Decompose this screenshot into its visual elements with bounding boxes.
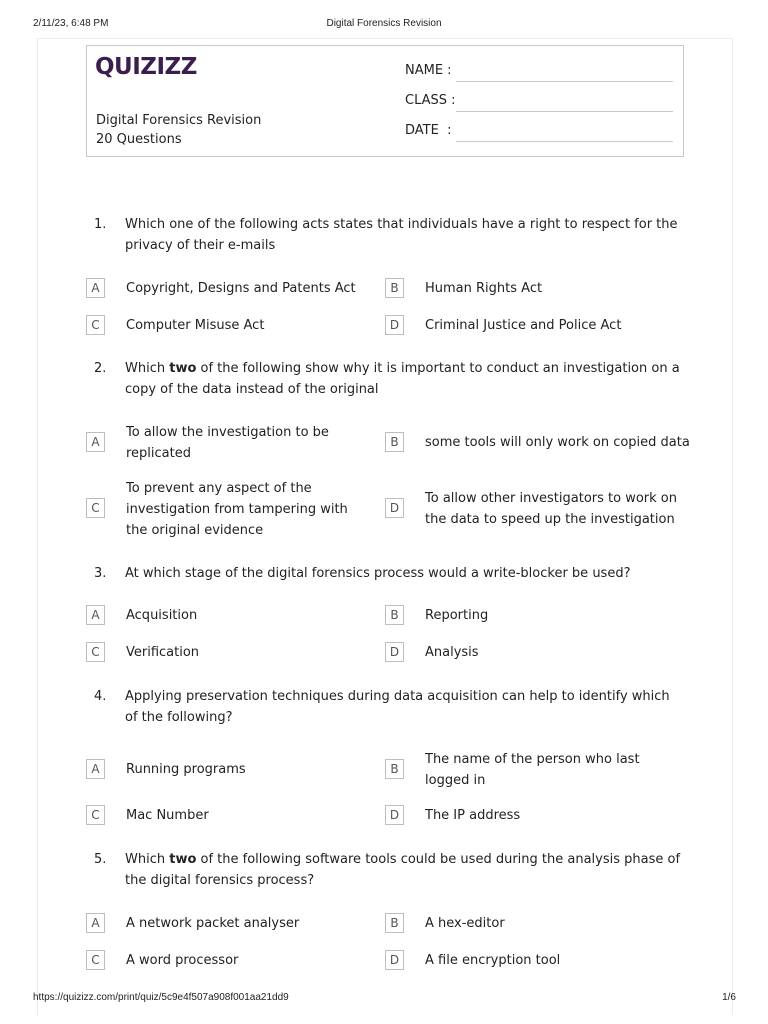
option-letter-box: A xyxy=(86,605,105,625)
option-text: some tools will only work on copied data xyxy=(425,435,690,450)
option-text: The IP address xyxy=(425,808,521,823)
quiz-title: Digital Forensics Revision xyxy=(96,113,262,128)
question-text: Which two of the following software tools could be used during the analysis phase of the digital forensics process? xyxy=(125,852,681,888)
date-label: DATE : xyxy=(405,123,452,138)
option-letter-box: A xyxy=(86,432,105,452)
option-letter-box: C xyxy=(86,315,105,335)
name-label: NAME : xyxy=(405,63,452,78)
option-letter-box: B xyxy=(385,759,404,779)
option-text: A file encryption tool xyxy=(425,953,561,968)
option-letter-box: A xyxy=(86,759,105,779)
option-text: Human Rights Act xyxy=(425,281,543,296)
option-letter-box: B xyxy=(385,432,404,452)
option-letter-box: C xyxy=(86,950,105,970)
option-text: A hex-editor xyxy=(425,916,505,931)
option-letter-box: D xyxy=(385,315,404,335)
option-letter-box: A xyxy=(86,278,105,298)
print-header xyxy=(0,18,768,32)
name-field[interactable] xyxy=(456,81,673,82)
class-label: CLASS : xyxy=(405,93,456,108)
option-text: Copyright, Designs and Patents Act xyxy=(126,281,356,296)
quizizz-logo: QUIZIZZ xyxy=(95,54,197,80)
option-letter-box: B xyxy=(385,278,404,298)
option-letter-box: A xyxy=(86,913,105,933)
option-letter-box: D xyxy=(385,642,404,662)
print-footer xyxy=(0,992,768,1006)
question-number: 1. xyxy=(94,217,107,232)
question-text: At which stage of the digital forensics process would a write-blocker be used? xyxy=(125,566,631,581)
option-text: The name of the person who last logged in xyxy=(425,752,640,788)
option-text: A word processor xyxy=(126,953,239,968)
option-letter-box: D xyxy=(385,498,404,518)
option-text: Acquisition xyxy=(126,608,198,623)
date-field[interactable] xyxy=(456,141,673,142)
question-number: 4. xyxy=(94,689,107,704)
question-number: 3. xyxy=(94,566,107,581)
option-text: Verification xyxy=(126,645,200,660)
option-text: To prevent any aspect of the investigation from tampering with the original evidence xyxy=(126,481,348,538)
option-letter-box: D xyxy=(385,950,404,970)
question-number: 5. xyxy=(94,852,107,867)
question-number: 2. xyxy=(94,361,107,376)
question-text: Which one of the following acts states that individuals have a right to respect for the privacy of their e-mails xyxy=(125,217,678,253)
class-field[interactable] xyxy=(456,111,673,112)
option-letter-box: D xyxy=(385,805,404,825)
page-number: 1/6 xyxy=(722,992,736,1003)
option-text: Computer Misuse Act xyxy=(126,318,265,333)
option-text: To allow other investigators to work on the data to speed up the investigation xyxy=(425,491,678,527)
question-text: Applying preservation techniques during data acquisition can help to identify which of the following? xyxy=(125,689,670,725)
option-letter-box: C xyxy=(86,642,105,662)
print-header-datetime: 2/11/23, 6:48 PM xyxy=(33,18,109,29)
option-text: Mac Number xyxy=(126,808,209,823)
option-letter-box: C xyxy=(86,805,105,825)
option-text: Criminal Justice and Police Act xyxy=(425,318,622,333)
option-letter-box: B xyxy=(385,913,404,933)
option-letter-box: B xyxy=(385,605,404,625)
page-url[interactable]: https://quizizz.com/print/quiz/5c9e4f507a908f001aa21dd9 xyxy=(33,992,289,1003)
option-text: Running programs xyxy=(126,762,246,777)
quiz-header-box xyxy=(86,45,684,157)
question-text: Which two of the following show why it is important to conduct an investigation on a copy of the data instead of the original xyxy=(125,361,680,397)
option-text: A network packet analyser xyxy=(126,916,300,931)
question-count: 20 Questions xyxy=(96,132,182,147)
option-text: Analysis xyxy=(425,645,479,660)
option-text: To allow the investigation to be replicated xyxy=(126,425,329,461)
option-text: Reporting xyxy=(425,608,489,623)
option-letter-box: C xyxy=(86,498,105,518)
print-header-title: Digital Forensics Revision xyxy=(326,18,442,29)
